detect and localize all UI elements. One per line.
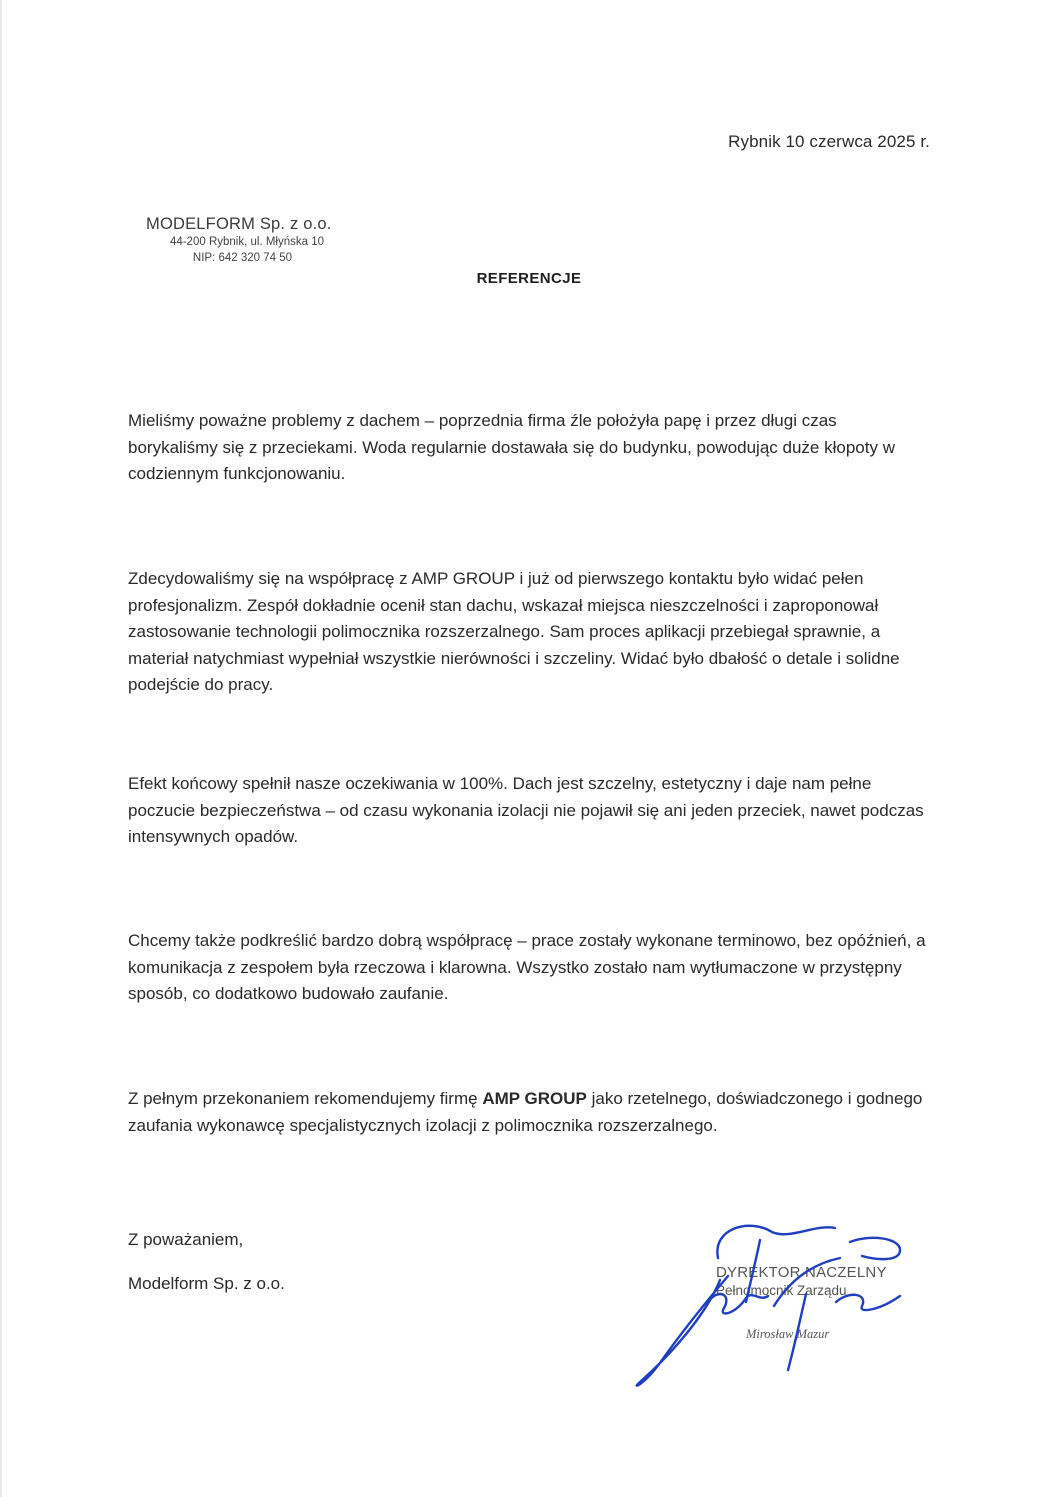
paragraph-1: Mieliśmy poważne problemy z dachem – poprzednia firma źle położyła papę i przez długi czas borykaliśmy się z przeciekami. Woda regularnie dostawała się do budynku, powodując duże kłopoty w codziennym funkcjonowaniu. — [128, 411, 895, 483]
stamp-address: 44-200 Rybnik, ul. Młyńska 10 — [169, 236, 324, 248]
handwritten-signature — [600, 1210, 920, 1390]
signature-stamp-person: Mirosław Mazur — [746, 1327, 830, 1341]
paragraph-2: Zdecydowaliśmy się na współpracę z AMP GROUP i już od pierwszego kontaktu było widać pełen profesjonalizm. Zespół dokładnie ocenił stan dachu, wskazał miejsca nieszczelności i zaproponował zastosowanie technologii polimocznika rozszerzalnego. Sam proces aplikacji przebiegał sprawnie, a materiał natychmiast wypełniał wszystkie nierówności i szczeliny. Widać było dbałość o detale i solidne podejście do pracy. — [128, 569, 900, 694]
paragraph-5-company: AMP GROUP — [482, 1089, 587, 1108]
document-title: REFERENCJE — [476, 270, 582, 287]
signature-stamp-role: Pełnomocnik Zarządu — [716, 1283, 847, 1298]
signature-block — [600, 1210, 920, 1390]
stamp-nip: NIP: 642 320 74 50 — [192, 252, 292, 264]
letter-date: Rybnik 10 czerwca 2025 r. — [728, 132, 930, 151]
closing-company: Modelform Sp. z o.o. — [128, 1274, 285, 1293]
paragraph-5-lead: Z pełnym przekonaniem rekomendujemy firmę — [128, 1089, 483, 1108]
paragraph-5-tail: jako rzetelnego, doświadczonego i godnego zaufania wykonawcę specjalistycznych izolacji z polimocznika rozszerzalnego. — [128, 1089, 923, 1135]
scan-edge — [0, 0, 2, 1497]
company-stamp — [146, 214, 346, 266]
paragraph-4: Chcemy także podkreślić bardzo dobrą współpracę – prace zostały wykonane terminowo, bez opóźnień, a komunikacja z zespołem była rzeczowa i klarowna. Wszystko zostało nam wytłumaczone w przystępny sposób, co dodatkowo budowało zaufanie. — [128, 931, 926, 1003]
signature-stamp-title: DYREKTOR NACZELNY — [716, 1264, 887, 1281]
stamp-company-name: MODELFORM Sp. z o.o. — [146, 215, 332, 233]
paragraph-3: Efekt końcowy spełnił nasze oczekiwania w 100%. Dach jest szczelny, estetyczny i daje nam pełne poczucie bezpieczeństwa – od czasu wykonania izolacji nie pojawił się ani jeden przeciek, nawet podczas intensywnych opadów. — [128, 774, 924, 846]
signature-strokes — [637, 1226, 900, 1386]
closing-greeting: Z poważaniem, — [128, 1230, 244, 1249]
paragraph-5 — [128, 1086, 928, 1139]
